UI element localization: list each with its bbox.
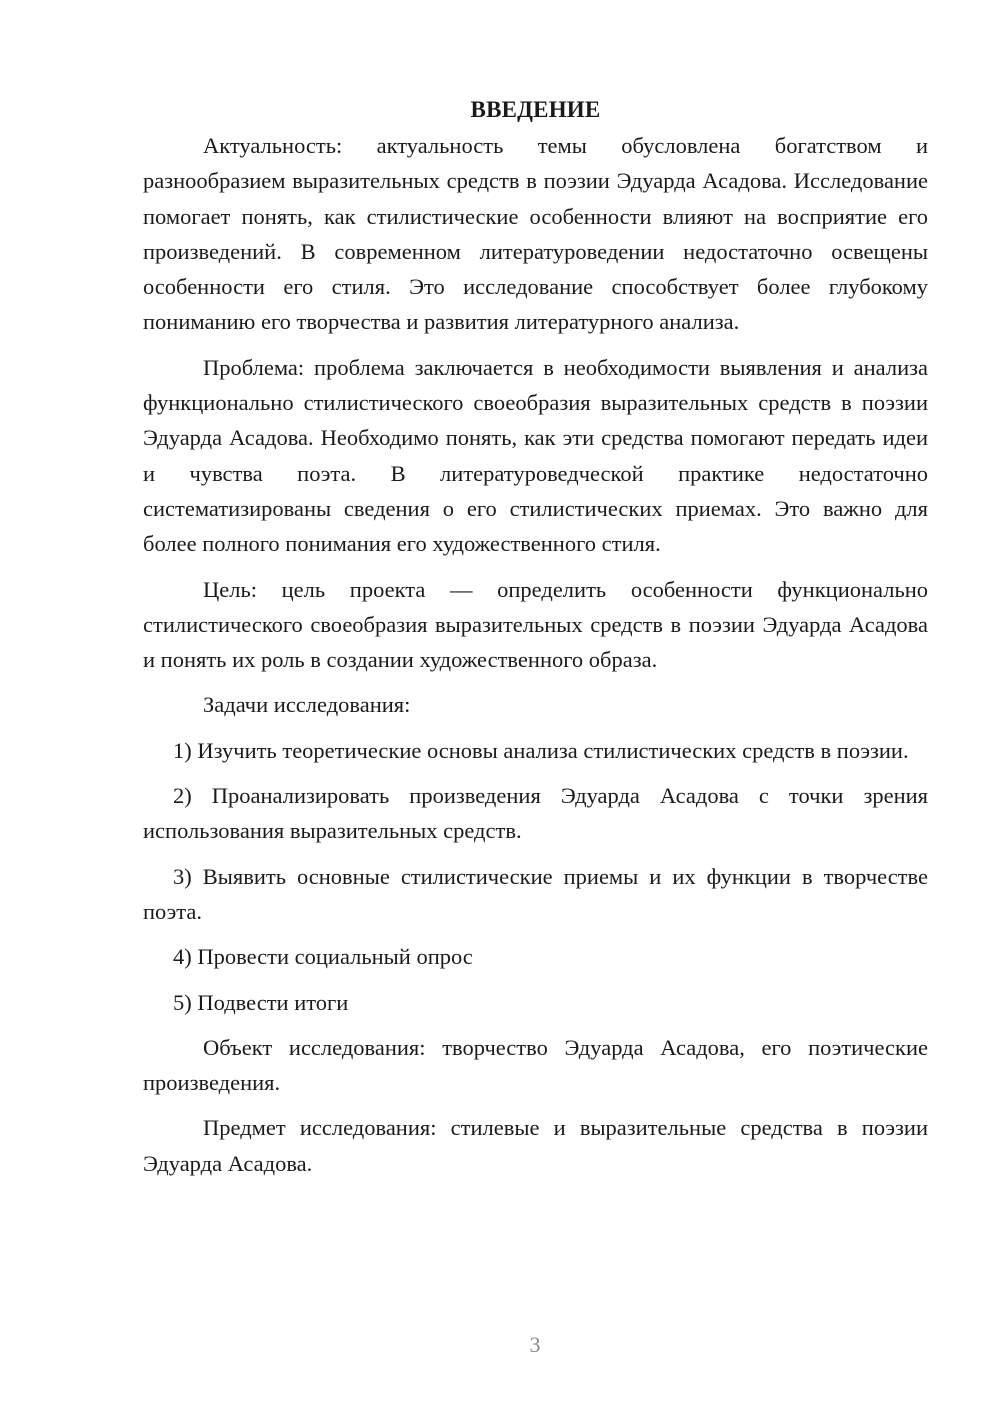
tasks-list — [143, 733, 928, 1020]
tasks-label: Задачи исследования: — [203, 692, 411, 718]
object-paragraph: Объект исследования: творчество Эдуарда Асадова, его поэтические произведения. — [143, 1034, 928, 1096]
page-title: ВВЕДЕНИЕ — [470, 97, 601, 122]
goal-paragraph: Цель: цель проекта — определить особенности функционально стилистического своеобразия выразительных средств в поэзии Эдуарда Асадова и понять их роль в создании художественного образа. — [143, 576, 928, 673]
task-item-3: 3) Выявить основные стилистические приемы и их функции в творчестве поэта. — [143, 863, 928, 924]
relevance-paragraph: Актуальность: актуальность темы обусловлена богатством и разнообразием выразительных средств в поэзии Эдуарда Асадова. Исследование помогает понять, как стилистические особенности влияют на восприятие его произведений. В современном литературоведении недостаточно освещены особенности его стиля. Это исследование способствует более глубокому пониманию его творчества и развития литературного анализа. — [143, 133, 928, 335]
task-item-1: 1) Изучить теоретические основы анализа стилистических средств в поэзии. — [173, 737, 909, 763]
task-item-4: 4) Провести социальный опрос — [173, 944, 473, 970]
page-number: 3 — [529, 1332, 541, 1357]
task-item-2: 2) Проанализировать произведения Эдуарда Асадова с точки зрения использования выразительных средств. — [143, 783, 928, 844]
subject-paragraph: Предмет исследования: стилевые и выразительные средства в поэзии Эдуарда Асадова. — [143, 1115, 928, 1176]
task-item-5: 5) Подвести итоги — [173, 989, 349, 1015]
document-page — [143, 92, 928, 1181]
problem-paragraph: Проблема: проблема заключается в необходимости выявления и анализа функционально стилистического своеобразия выразительных средств в поэзии Эдуарда Асадова. Необходимо понять, как эти средства помогают передать идеи и чувства поэта. В литературоведческой практике недостаточно систематизированы сведения о его стилистических приемах. Это важно для более полного понимания его художественного стиля. — [143, 354, 928, 557]
